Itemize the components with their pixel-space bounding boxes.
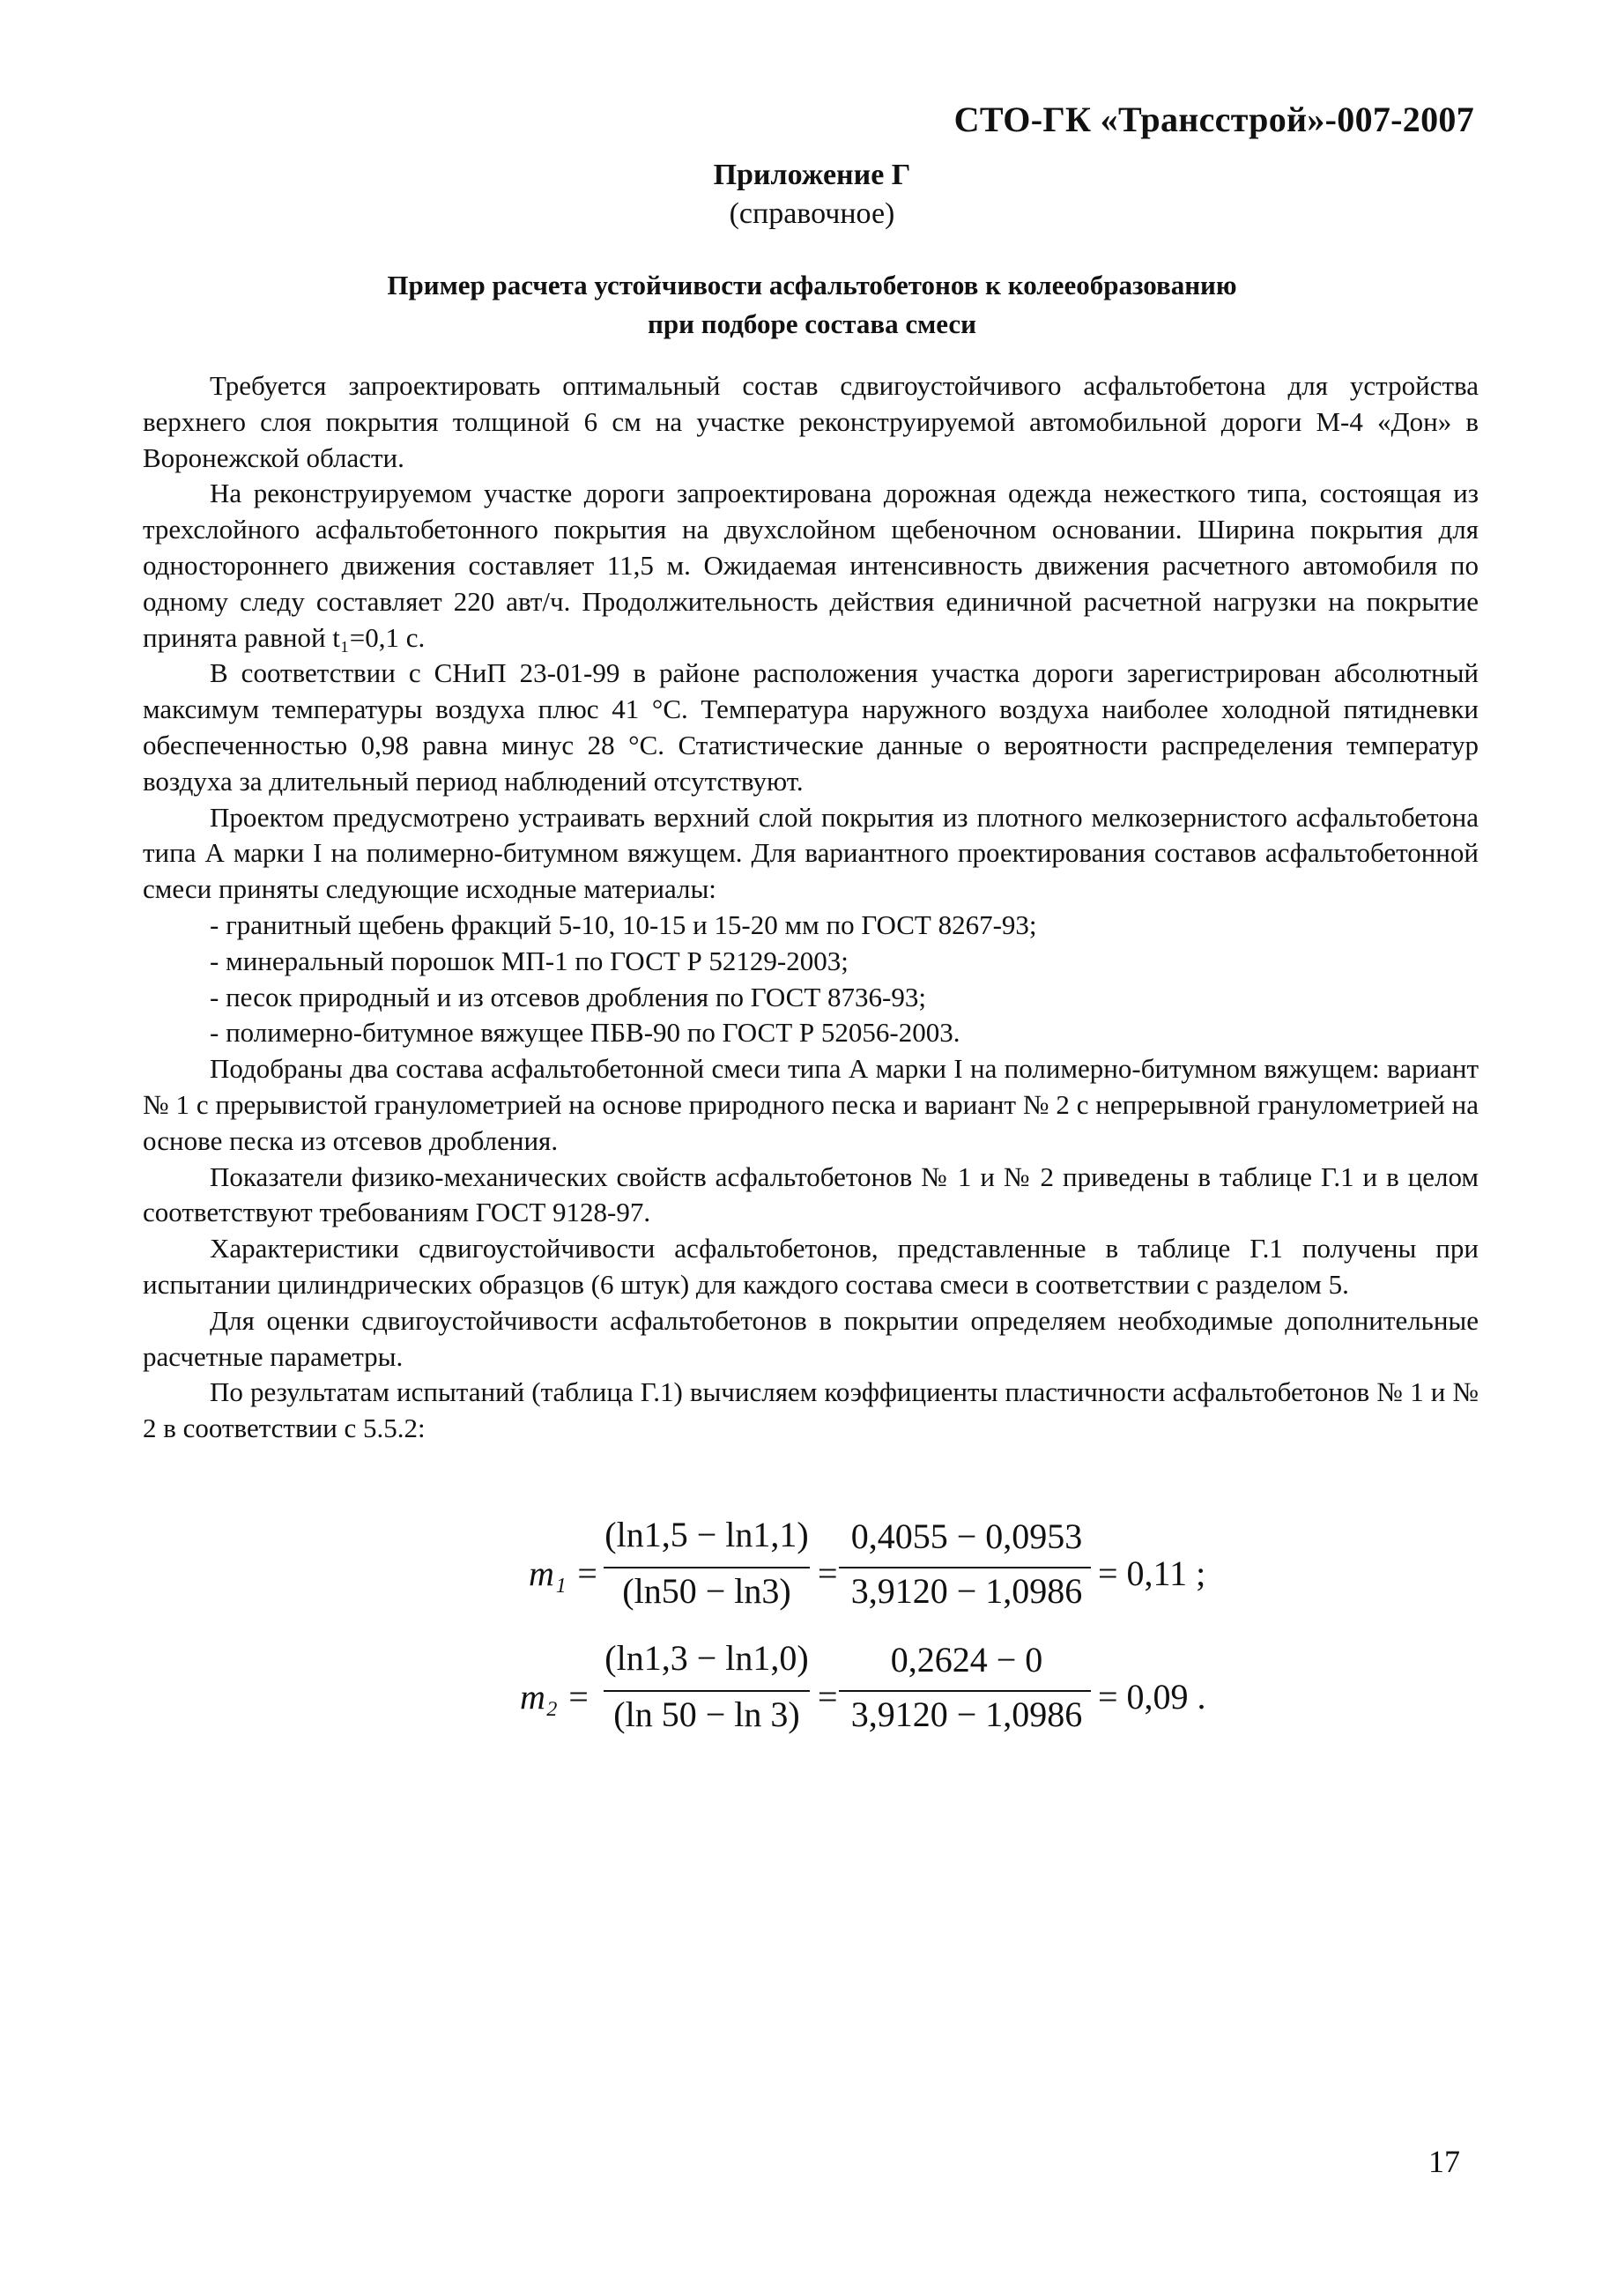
paragraph-2: На реконструируемом участке дороги запроектирована дорожная одежда нежесткого типа, состоящая из трехслойного асфальтобетонного покрытия на двухслойном щебеночном основании. Ширина покрытия для одностороннего движения составляет 11,5 м. Ожидаемая интенсивность движения расчетного автомобиля по одному следу составляет 220 авт/ч. Продолжительность действия единичной расчетной нагрузки на покрытие принята равной t₁=0,1 с. [143, 478, 1479, 653]
formula-m2-denominator-1: (ln 50 − ln 3) [613, 1694, 800, 1734]
paragraph-8: Для оценки сдвигоустойчивости асфальтобетонов в покрытии определяем необходимые дополнительные расчетные параметры. [143, 1304, 1479, 1372]
formula-m2-fraction-bar-2 [839, 1690, 1091, 1692]
formula-m1-denominator-1: (ln50 − ln3) [622, 1571, 791, 1611]
list-item: - минеральный порошок МП-1 по ГОСТ Р 52129-2003; [210, 945, 849, 976]
paragraph-9: По результатам испытаний (таблица Г.1) вычисляем коэффициенты пластичности асфальтобетонов № 1 и № 2 в соответствии с 5.5.2: [143, 1376, 1479, 1444]
page-number: 17 [1428, 2144, 1460, 2179]
formula-m1-result: = 0,11 ; [1098, 1553, 1206, 1593]
formula-m1-numerator-1: (ln1,5 − ln1,1) [604, 1515, 809, 1554]
formula-m2-denominator-2: 3,9120 − 1,0986 [850, 1694, 1083, 1734]
formula-m1-equals: = [818, 1553, 838, 1593]
formula-m1-numerator-2: 0,4055 − 0,0953 [850, 1516, 1083, 1556]
formula-m1 [0, 1514, 1624, 1637]
list-item: - полимерно-битумное вяжущее ПБВ-90 по ГОСТ Р 52056-2003. [210, 1017, 960, 1049]
formula-m2 [0, 1637, 1624, 1761]
paragraph-5: Подобраны два состава асфальтобетонной смеси типа А марки I на полимерно-битумном вяжущем: вариант № 1 с прерывистой гранулометрией на основе природного песка и вариант № 2 с непрерывной гранулометрией на основе песка из отсевов дробления. [143, 1053, 1479, 1156]
paragraph-4: Проектом предусмотрено устраивать верхний слой покрытия из плотного мелкозернистого асфальтобетона типа А марки I на полимерно-битумном вяжущем. Для вариантного проектирования составов асфальтобетонной смеси приняты следующие исходные материалы: [143, 801, 1479, 905]
paragraph-6: Показатели физико-механических свойств асфальтобетонов № 1 и № 2 приведены в таблице Г.1 и в целом соответствуют требованиям ГОСТ 9128-97. [143, 1160, 1479, 1228]
appendix-subtitle: (справочное) [729, 197, 895, 230]
document-body [143, 368, 1479, 1447]
formula-m1-denominator-2: 3,9120 − 1,0986 [850, 1571, 1083, 1611]
formula-m2-lhs: m₂ = [520, 1677, 590, 1717]
document-code: СТО-ГК «Трансстрой»-007-2007 [953, 100, 1474, 139]
formula-m1-lhs: m₁ = [529, 1553, 599, 1593]
section-title [0, 266, 1624, 344]
formula-m2-equals: = [818, 1677, 838, 1717]
formula-m2-numerator-1: (ln1,3 − ln1,0) [604, 1638, 809, 1678]
formula-m1-fraction-bar-2 [839, 1567, 1091, 1568]
paragraph-1: Требуется запроектировать оптимальный состав сдвигоустойчивого асфальтобетона для устройства верхнего слоя покрытия толщиной 6 см на участке реконструируемой автомобильной дороги М-4 «Дон» в Воронежской области. [143, 370, 1479, 473]
list-item: - песок природный и из отсевов дробления по ГОСТ 8736-93; [210, 981, 926, 1012]
section-title-line-2: при подборе состава смеси [648, 308, 976, 339]
formula-m2-numerator-2: 0,2624 − 0 [890, 1640, 1043, 1680]
paragraph-7: Характеристики сдвигоустойчивости асфальтобетонов, представленные в таблице Г.1 получены при испытании цилиндрических образцов (6 штук) для каждого состава смеси в соответствии с разделом 5. [143, 1233, 1479, 1300]
list-item: - гранитный щебень фракций 5-10, 10-15 и 15-20 мм по ГОСТ 8267-93; [210, 908, 1037, 940]
paragraph-3: В соответствии с СНиП 23-01-99 в районе расположения участка дороги зарегистрирован абсолютный максимум температуры воздуха плюс 41 °С. Температура наружного воздуха наиболее холодной пятидневки обеспеченностью 0,98 равна минус 28 °С. Статистические данные о вероятности распределения температур воздуха за длительный период наблюдений отсутствуют. [143, 657, 1479, 797]
formula-m2-result: = 0,09 . [1098, 1677, 1206, 1717]
formula-m2-fraction-bar-1 [604, 1690, 810, 1692]
formula-m1-fraction-bar-1 [604, 1567, 810, 1568]
section-title-line-1: Пример расчета устойчивости асфальтобетонов к колееобразованию [387, 270, 1237, 300]
appendix-title: Приложение Г [713, 159, 911, 191]
